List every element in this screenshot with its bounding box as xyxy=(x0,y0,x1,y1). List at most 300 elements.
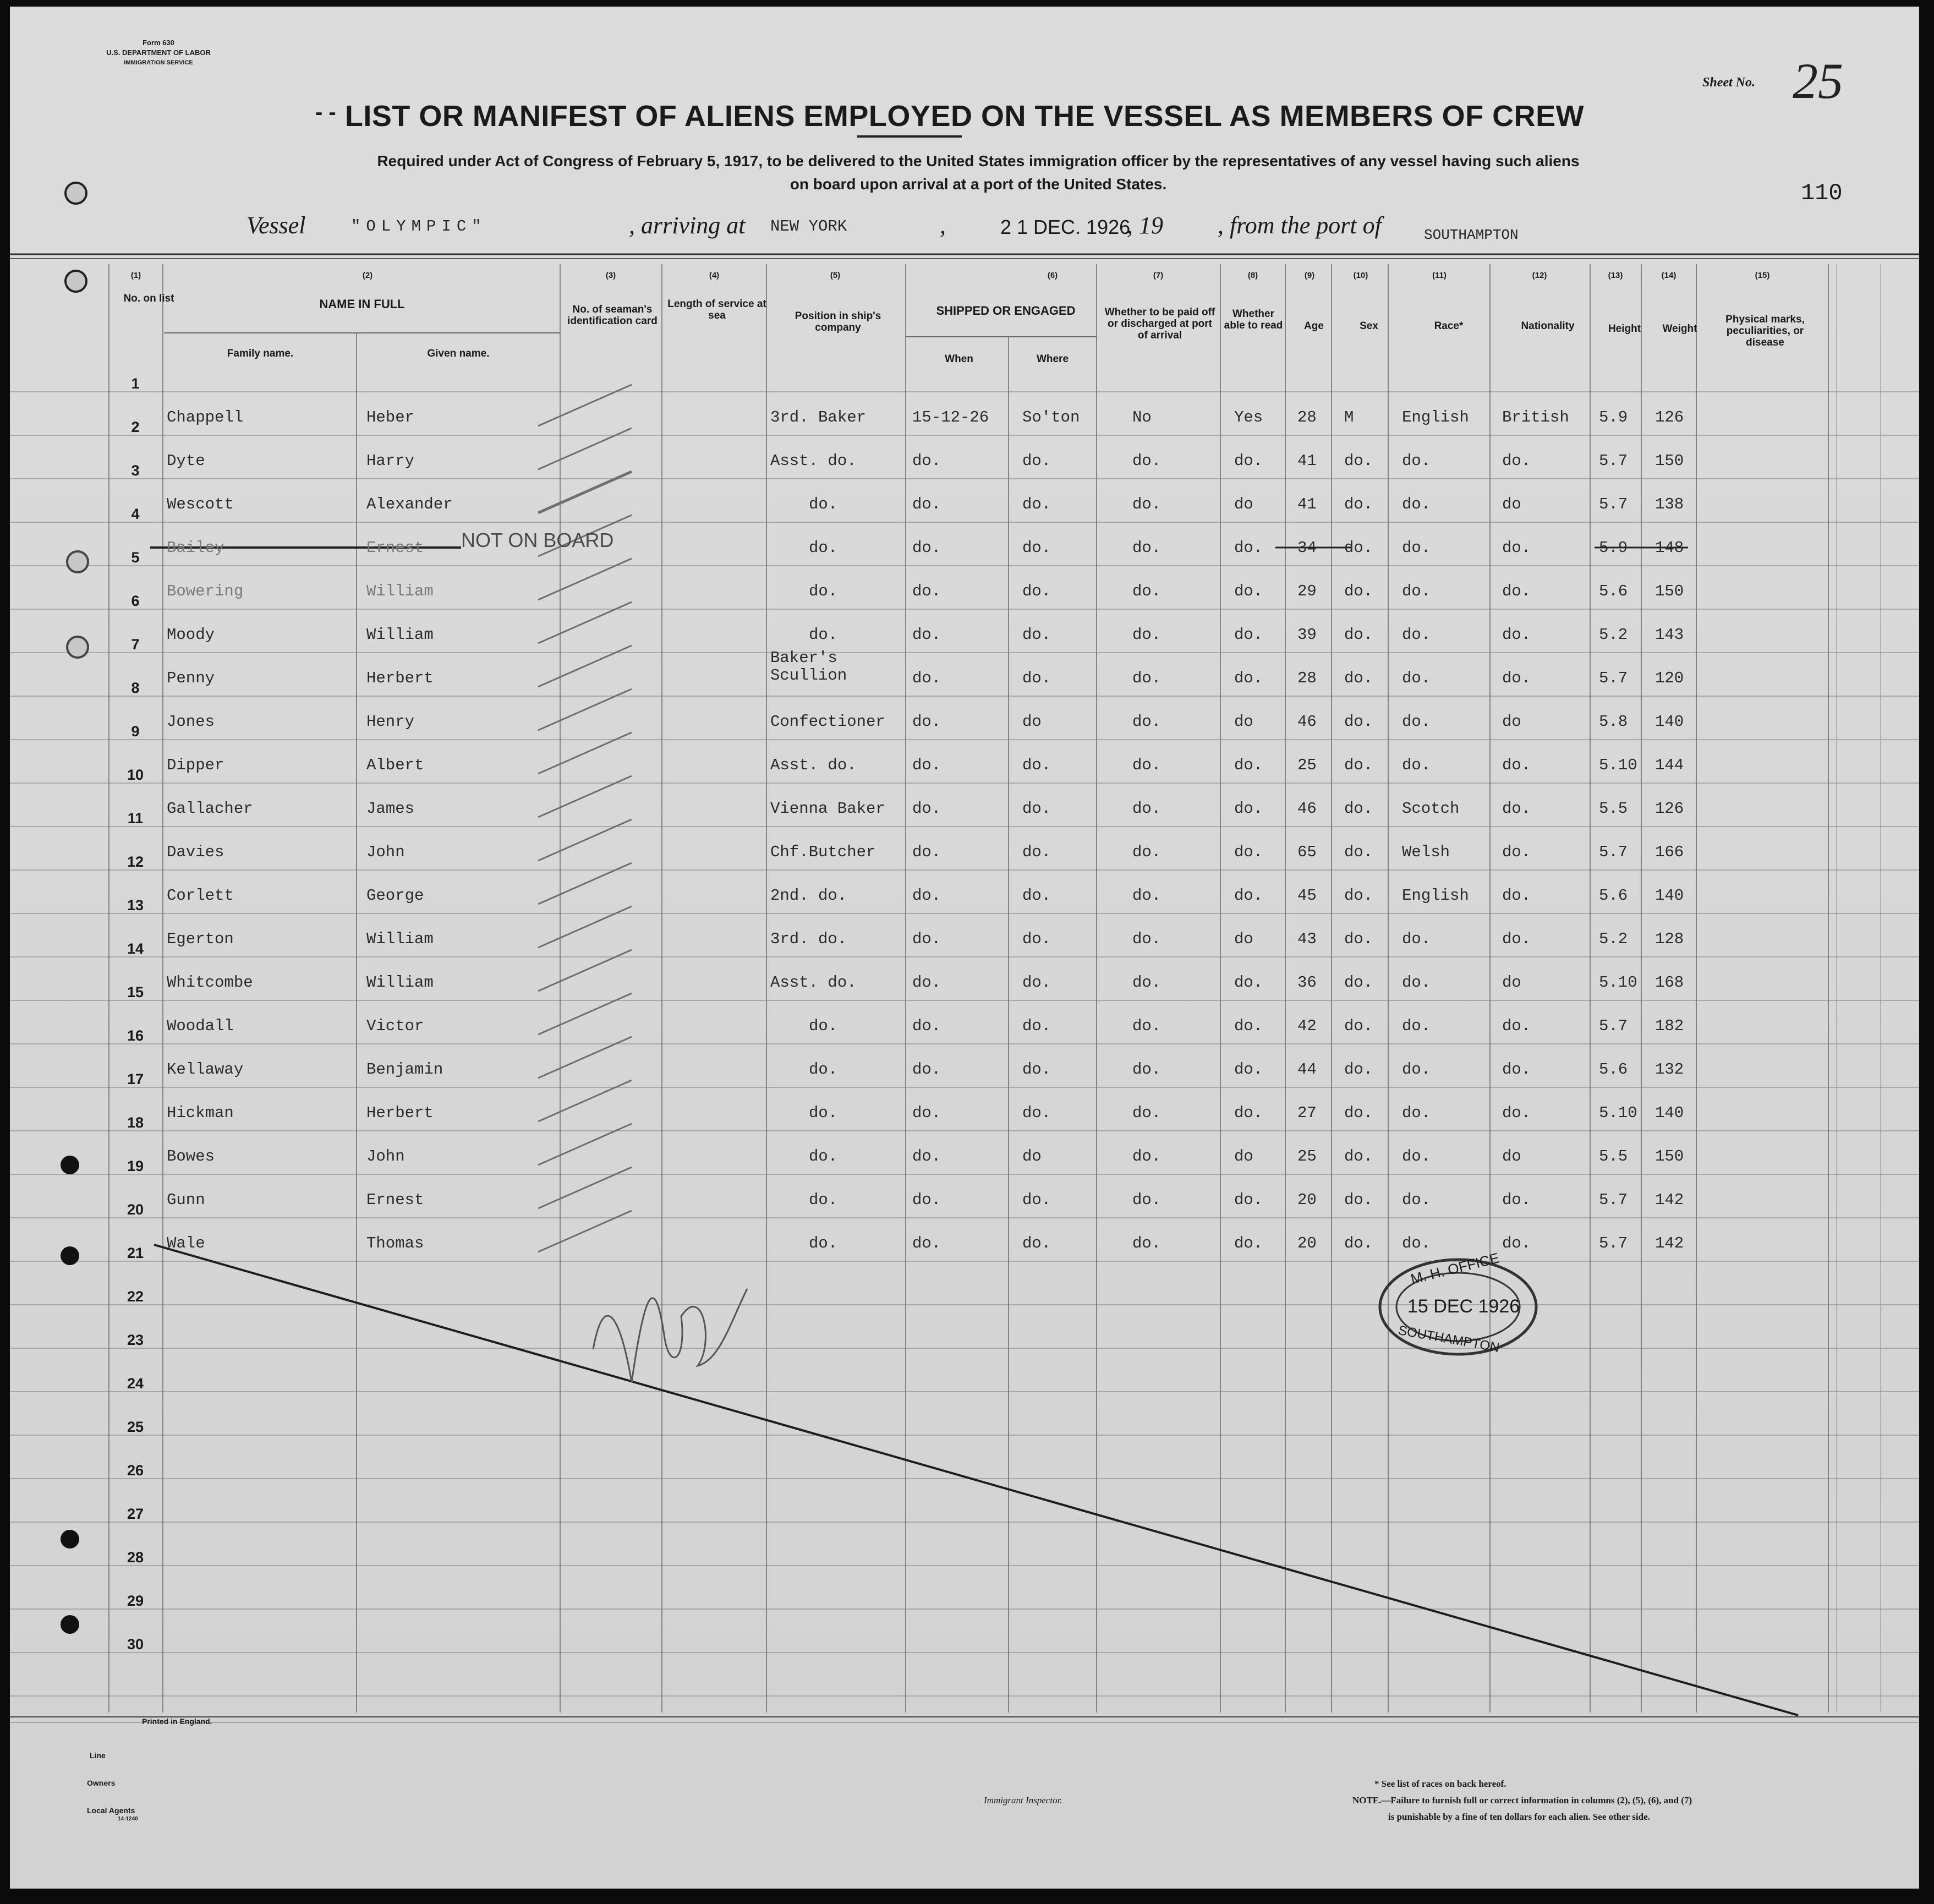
year-label: , 19 xyxy=(1127,212,1163,239)
nationality-cell: British xyxy=(1502,408,1569,426)
sex-cell: do. xyxy=(1344,930,1373,948)
row-number: 6 xyxy=(131,593,140,609)
race-cell: do. xyxy=(1402,1147,1431,1166)
column-number: (5) xyxy=(830,271,841,280)
row-number: 28 xyxy=(127,1549,144,1566)
position-cell: Chf.Butcher xyxy=(770,843,876,861)
race-cell: do. xyxy=(1402,539,1431,557)
pencil-tick xyxy=(538,559,632,600)
shipped-where-cell: do. xyxy=(1022,582,1051,600)
paid-off-cell: do. xyxy=(1132,713,1162,731)
given-name-cell: John xyxy=(366,1147,405,1166)
arrival-port: NEW YORK xyxy=(770,217,847,236)
weight-cell: 126 xyxy=(1655,408,1684,426)
nationality-cell: do xyxy=(1502,1147,1521,1166)
column-number: (8) xyxy=(1247,271,1258,280)
header-nationality: Nationality xyxy=(1521,320,1575,332)
shipped-where-cell: do. xyxy=(1022,669,1051,687)
weight-cell: 182 xyxy=(1655,1017,1684,1035)
shipped-when-cell: do. xyxy=(912,495,941,513)
weight-cell: 128 xyxy=(1655,930,1684,948)
shipped-when-cell: do. xyxy=(912,756,941,774)
inspector-label: Immigrant Inspector. xyxy=(984,1795,1062,1805)
row-number: 26 xyxy=(127,1462,144,1479)
pencil-tick xyxy=(538,428,632,469)
position-cell: do. xyxy=(809,1104,838,1122)
column-number: (6) xyxy=(1047,271,1058,280)
nationality-cell: do xyxy=(1502,713,1521,731)
height-cell: 5.10 xyxy=(1599,756,1637,774)
shipped-where-cell: do. xyxy=(1022,626,1051,644)
race-cell: English xyxy=(1402,887,1469,905)
weight-cell: 140 xyxy=(1655,1104,1684,1122)
pencil-tick xyxy=(538,906,632,948)
sex-cell: do. xyxy=(1344,843,1373,861)
sheet-number: 25 xyxy=(1793,53,1843,109)
position-cell: do. xyxy=(809,1191,838,1209)
paid-off-cell: do. xyxy=(1132,452,1162,470)
age-cell: 29 xyxy=(1297,582,1317,600)
binder-hole xyxy=(66,636,89,659)
header-family-name: Family name. xyxy=(227,348,294,359)
row-number: 17 xyxy=(127,1071,144,1087)
race-cell: do. xyxy=(1402,973,1431,992)
age-cell: 46 xyxy=(1297,713,1317,731)
able-to-read-cell: do. xyxy=(1234,1104,1263,1122)
given-name-cell: Alexander xyxy=(366,495,453,513)
row-number: 3 xyxy=(131,462,140,479)
paid-off-cell: do. xyxy=(1132,756,1162,774)
shipped-where-cell: do. xyxy=(1022,843,1051,861)
from-label: , from the port of xyxy=(1218,212,1382,239)
form-number: Form 630 xyxy=(143,39,174,47)
weight-cell: 143 xyxy=(1655,626,1684,644)
weight-cell: 150 xyxy=(1655,1147,1684,1166)
pencil-tick xyxy=(538,1124,632,1165)
row-number: 13 xyxy=(127,897,144,913)
position-cell: Vienna Baker xyxy=(770,800,885,818)
weight-cell: 138 xyxy=(1655,495,1684,513)
shipped-when-cell: do. xyxy=(912,452,941,470)
sex-cell: do. xyxy=(1344,1017,1373,1035)
row-number: 18 xyxy=(127,1114,144,1131)
age-cell: 43 xyxy=(1297,930,1317,948)
header-sex: Sex xyxy=(1360,320,1378,332)
weight-cell: 150 xyxy=(1655,582,1684,600)
position-cell: Asst. do. xyxy=(770,756,857,774)
row-number: 8 xyxy=(131,680,140,696)
age-cell: 44 xyxy=(1297,1060,1317,1079)
pencil-tick xyxy=(538,602,632,643)
nationality-cell: do. xyxy=(1502,669,1531,687)
nationality-cell: do xyxy=(1502,495,1521,513)
pencil-tick xyxy=(538,385,632,426)
pencil-tick xyxy=(538,472,632,513)
shipped-where-cell: do. xyxy=(1022,539,1051,557)
able-to-read-cell: do. xyxy=(1234,1234,1263,1252)
given-name-cell: John xyxy=(366,843,405,861)
shipped-where-cell: So'ton xyxy=(1022,408,1080,426)
able-to-read-cell: do. xyxy=(1234,973,1263,992)
pencil-tick xyxy=(538,1080,632,1121)
header-given-name: Given name. xyxy=(427,348,490,359)
given-name-cell: George xyxy=(366,887,424,905)
footnote-penalty-2: is punishable by a fine of ten dollars for each alien. See other side. xyxy=(1388,1812,1650,1822)
age-cell: 36 xyxy=(1297,973,1317,992)
paid-off-cell: do. xyxy=(1132,973,1162,992)
header-height: Height xyxy=(1608,323,1641,335)
position-cell: do. xyxy=(809,1060,838,1079)
column-number: (3) xyxy=(605,271,616,280)
footer-agents-label: Local Agents xyxy=(87,1806,135,1815)
height-cell: 5.7 xyxy=(1599,452,1628,470)
height-cell: 5.6 xyxy=(1599,887,1628,905)
paid-off-cell: do. xyxy=(1132,930,1162,948)
row-number: 27 xyxy=(127,1506,144,1522)
age-cell: 20 xyxy=(1297,1234,1317,1252)
pencil-tick xyxy=(538,645,632,687)
given-name-cell: Heber xyxy=(366,408,415,426)
shipped-when-cell: do. xyxy=(912,843,941,861)
nationality-cell: do. xyxy=(1502,1104,1531,1122)
shipped-where-cell: do. xyxy=(1022,887,1051,905)
paid-off-cell: do. xyxy=(1132,539,1162,557)
nationality-cell: do. xyxy=(1502,930,1531,948)
age-cell: 27 xyxy=(1297,1104,1317,1122)
vessel-name: "OLYMPIC" xyxy=(351,217,487,236)
shipped-where-cell: do. xyxy=(1022,495,1051,513)
position-cell: Asst. do. xyxy=(770,973,857,992)
given-name-cell: Benjamin xyxy=(366,1060,443,1079)
row-number: 1 xyxy=(131,375,140,392)
age-cell: 25 xyxy=(1297,756,1317,774)
paid-off-cell: No xyxy=(1132,408,1152,426)
row-number: 15 xyxy=(127,984,144,1000)
family-name-cell: Chappell xyxy=(167,408,244,426)
family-name-cell: Hickman xyxy=(167,1104,234,1122)
position-cell: do. xyxy=(809,495,838,513)
paid-off-cell: do. xyxy=(1132,1060,1162,1079)
nationality-cell: do. xyxy=(1502,539,1531,557)
nationality-cell: do. xyxy=(1502,800,1531,818)
position-cell: do. xyxy=(809,582,838,600)
shipped-when-cell: do. xyxy=(912,1191,941,1209)
given-name-cell: Albert xyxy=(366,756,424,774)
age-cell: 28 xyxy=(1297,408,1317,426)
family-name-cell: Gunn xyxy=(167,1191,205,1209)
family-name-cell: Dipper xyxy=(167,756,224,774)
row-number: 25 xyxy=(127,1419,144,1435)
row-number: 11 xyxy=(127,810,144,827)
age-cell: 28 xyxy=(1297,669,1317,687)
row-number: 30 xyxy=(127,1636,144,1653)
row-number: 24 xyxy=(127,1375,144,1392)
age-cell: 41 xyxy=(1297,495,1317,513)
shipped-where-cell: do. xyxy=(1022,1234,1051,1252)
weight-cell: 168 xyxy=(1655,973,1684,992)
height-cell: 5.2 xyxy=(1599,930,1628,948)
header-position: Position in ship's company xyxy=(795,310,881,333)
weight-cell: 150 xyxy=(1655,452,1684,470)
cancellation-line xyxy=(154,1245,1798,1715)
weight-cell: 142 xyxy=(1655,1234,1684,1252)
weight-cell: 132 xyxy=(1655,1060,1684,1079)
height-cell: 5.6 xyxy=(1599,582,1628,600)
pencil-tick xyxy=(538,950,632,991)
header-paid-off: Whether to be paid off or discharged at port of arrival xyxy=(1104,307,1215,341)
binder-hole xyxy=(64,182,87,205)
race-cell: English xyxy=(1402,408,1469,426)
family-name-cell: Moody xyxy=(167,626,215,644)
given-name-cell: Ernest xyxy=(366,1191,424,1209)
shipped-when-cell: do. xyxy=(912,1017,941,1035)
service-label: IMMIGRATION SERVICE xyxy=(124,59,193,66)
shipped-when-cell: do. xyxy=(912,887,941,905)
shipped-where-cell: do xyxy=(1022,1147,1042,1166)
position-cell: do. xyxy=(809,626,838,644)
row-number: 10 xyxy=(127,767,144,783)
paid-off-cell: do. xyxy=(1132,1191,1162,1209)
paid-off-cell: do. xyxy=(1132,1147,1162,1166)
nationality-cell: do. xyxy=(1502,756,1531,774)
comma-label: , xyxy=(940,212,946,239)
family-name-cell: Kellaway xyxy=(167,1060,244,1079)
shipped-when-cell: do. xyxy=(912,1147,941,1166)
binder-hole xyxy=(61,1156,79,1174)
family-name-cell: Corlett xyxy=(167,887,234,905)
shipped-when-cell: do. xyxy=(912,1104,941,1122)
race-cell: Welsh xyxy=(1402,843,1450,861)
nationality-cell: do xyxy=(1502,973,1521,992)
paid-off-cell: do. xyxy=(1132,669,1162,687)
able-to-read-cell: do xyxy=(1234,713,1253,731)
row-number: 29 xyxy=(127,1593,144,1609)
pencil-tick xyxy=(538,776,632,817)
height-cell: 5.7 xyxy=(1599,1017,1628,1035)
age-cell: 20 xyxy=(1297,1191,1317,1209)
family-name-cell: Woodall xyxy=(167,1017,234,1035)
given-name-cell: Victor xyxy=(366,1017,424,1035)
row-number: 5 xyxy=(131,549,140,566)
able-to-read-cell: do. xyxy=(1234,843,1263,861)
weight-cell: 142 xyxy=(1655,1191,1684,1209)
shipped-when-cell: do. xyxy=(912,582,941,600)
shipped-when-cell: do. xyxy=(912,1234,941,1252)
race-cell: do. xyxy=(1402,713,1431,731)
given-name-cell: Herbert xyxy=(366,1104,434,1122)
race-cell: do. xyxy=(1402,1234,1431,1252)
race-cell: do. xyxy=(1402,1104,1431,1122)
shipped-where-cell: do. xyxy=(1022,973,1051,992)
age-cell: 34 xyxy=(1297,539,1317,557)
sex-cell: do. xyxy=(1344,800,1373,818)
able-to-read-cell: do. xyxy=(1234,1017,1263,1035)
able-to-read-cell: do xyxy=(1234,930,1253,948)
pencil-tick xyxy=(538,732,632,774)
given-name-cell: Ernest xyxy=(366,539,424,557)
stamp-bottom-text: SOUTHAMPTON xyxy=(1397,1323,1501,1355)
sex-cell: do. xyxy=(1344,582,1373,600)
column-number: (10) xyxy=(1353,271,1368,280)
given-name-cell: Herbert xyxy=(366,669,434,687)
age-cell: 65 xyxy=(1297,843,1317,861)
family-name-cell: Egerton xyxy=(167,930,234,948)
column-number: (9) xyxy=(1304,271,1315,280)
sex-cell: do. xyxy=(1344,1191,1373,1209)
race-cell: do. xyxy=(1402,1191,1431,1209)
row-number: 12 xyxy=(127,853,144,870)
paid-off-cell: do. xyxy=(1132,495,1162,513)
sex-cell: do. xyxy=(1344,626,1373,644)
weight-cell: 140 xyxy=(1655,887,1684,905)
column-number: (14) xyxy=(1661,271,1677,280)
nationality-cell: do. xyxy=(1502,1017,1531,1035)
weight-cell: 140 xyxy=(1655,713,1684,731)
shipped-when-cell: do. xyxy=(912,713,941,731)
paid-off-cell: do. xyxy=(1132,582,1162,600)
race-cell: do. xyxy=(1402,669,1431,687)
height-cell: 5.7 xyxy=(1599,495,1628,513)
row-number: 22 xyxy=(127,1288,144,1305)
sex-cell: do. xyxy=(1344,539,1373,557)
table-grid xyxy=(10,7,1919,1889)
header-race: Race* xyxy=(1434,320,1464,332)
shipped-where-cell: do. xyxy=(1022,800,1051,818)
given-name-cell: Harry xyxy=(366,452,415,470)
shipped-when-cell: do. xyxy=(912,539,941,557)
sex-cell: do. xyxy=(1344,1104,1373,1122)
able-to-read-cell: do xyxy=(1234,1147,1253,1166)
given-name-cell: William xyxy=(366,626,434,644)
row-number: 2 xyxy=(131,419,140,435)
pencil-tick xyxy=(538,1211,632,1252)
column-number: (15) xyxy=(1755,271,1770,280)
pencil-tick xyxy=(538,1037,632,1078)
shipped-where-cell: do. xyxy=(1022,756,1051,774)
subtitle-line-1: Required under Act of Congress of February 5, 1917, to be delivered to the United States immigration officer by the representatives of any vessel having such aliens xyxy=(377,152,1580,169)
header-where: Where xyxy=(1036,353,1069,365)
binder-hole xyxy=(61,1615,79,1634)
printed-in-england: Printed in England. xyxy=(142,1717,212,1726)
sex-cell: do. xyxy=(1344,1060,1373,1079)
weight-cell: 144 xyxy=(1655,756,1684,774)
given-name-cell: William xyxy=(366,973,434,992)
column-number: (13) xyxy=(1608,271,1623,280)
pencil-tick xyxy=(538,993,632,1035)
race-cell: do. xyxy=(1402,756,1431,774)
row-number: 14 xyxy=(127,940,144,957)
row-number: 20 xyxy=(127,1201,144,1218)
position-cell: Confectioner xyxy=(770,713,885,731)
paid-off-cell: do. xyxy=(1132,800,1162,818)
shipped-where-cell: do. xyxy=(1022,1104,1051,1122)
race-cell: do. xyxy=(1402,495,1431,513)
binder-hole xyxy=(66,550,89,573)
nationality-cell: do. xyxy=(1502,626,1531,644)
sex-cell: M xyxy=(1344,408,1354,426)
arrival-date: 2 1 DEC. 1926 xyxy=(1000,216,1131,238)
paid-off-cell: do. xyxy=(1132,1017,1162,1035)
position-cell: Baker's Scullion xyxy=(770,649,847,685)
row-number: 23 xyxy=(127,1332,144,1348)
title-dash: - - xyxy=(315,100,336,124)
shipped-where-cell: do. xyxy=(1022,930,1051,948)
pencil-tick xyxy=(538,819,632,861)
sex-cell: do. xyxy=(1344,756,1373,774)
shipped-when-cell: do. xyxy=(912,800,941,818)
family-name-cell: Gallacher xyxy=(167,800,253,818)
height-cell: 5.5 xyxy=(1599,1147,1628,1166)
given-name-cell: William xyxy=(366,930,434,948)
given-name-cell: James xyxy=(366,800,415,818)
subtitle-line-2: on board upon arrival at a port of the United States. xyxy=(790,176,1167,193)
able-to-read-cell: do. xyxy=(1234,1060,1263,1079)
position-cell: do. xyxy=(809,539,838,557)
able-to-read-cell: do. xyxy=(1234,626,1263,644)
header-weight: Weight xyxy=(1662,323,1697,335)
height-cell: 5.10 xyxy=(1599,1104,1637,1122)
page-title: LIST OR MANIFEST OF ALIENS EMPLOYED ON THE VESSEL AS MEMBERS OF CREW xyxy=(344,100,1585,133)
vessel-label: Vessel xyxy=(246,212,306,239)
header-age: Age xyxy=(1304,320,1324,332)
arriving-label: , arriving at xyxy=(629,212,746,239)
row-number: 19 xyxy=(127,1158,144,1174)
binder-hole xyxy=(61,1530,79,1549)
paid-off-cell: do. xyxy=(1132,626,1162,644)
column-number: (1) xyxy=(130,271,141,280)
height-cell: 5.9 xyxy=(1599,408,1628,426)
shipped-when-cell: do. xyxy=(912,1060,941,1079)
able-to-read-cell: do. xyxy=(1234,887,1263,905)
given-name-cell: William xyxy=(366,582,434,600)
paid-off-cell: do. xyxy=(1132,1104,1162,1122)
height-cell: 5.2 xyxy=(1599,626,1628,644)
able-to-read-cell: do. xyxy=(1234,669,1263,687)
sex-cell: do. xyxy=(1344,887,1373,905)
family-name-cell: Wescott xyxy=(167,495,234,513)
age-cell: 42 xyxy=(1297,1017,1317,1035)
able-to-read-cell: do xyxy=(1234,495,1253,513)
able-to-read-cell: do. xyxy=(1234,756,1263,774)
height-cell: 5.6 xyxy=(1599,1060,1628,1079)
nationality-cell: do. xyxy=(1502,887,1531,905)
position-cell: 2nd. do. xyxy=(770,887,847,905)
able-to-read-cell: do. xyxy=(1234,800,1263,818)
height-cell: 5.8 xyxy=(1599,713,1628,731)
header-physical-marks: Physical marks, peculiarities, or disease xyxy=(1725,314,1805,348)
nationality-cell: do. xyxy=(1502,843,1531,861)
weight-cell: 126 xyxy=(1655,800,1684,818)
age-cell: 39 xyxy=(1297,626,1317,644)
shipped-where-cell: do. xyxy=(1022,1017,1051,1035)
pencil-tick xyxy=(538,863,632,904)
weight-cell: 166 xyxy=(1655,843,1684,861)
height-cell: 5.5 xyxy=(1599,800,1628,818)
binder-hole xyxy=(64,270,87,293)
footnote-races: * See list of races on back hereof. xyxy=(1374,1779,1506,1789)
header-length-of-service: Length of service at sea xyxy=(667,298,766,321)
family-name-cell: Davies xyxy=(167,843,224,861)
position-cell: 3rd. Baker xyxy=(770,408,867,426)
stamp-date: 15 DEC 1926 xyxy=(1407,1296,1520,1317)
shipped-when-cell: do. xyxy=(912,669,941,687)
family-name-cell: Wale xyxy=(167,1234,205,1252)
able-to-read-cell: do. xyxy=(1234,539,1263,557)
row-number: 7 xyxy=(131,636,140,653)
column-number: (7) xyxy=(1153,271,1164,280)
column-number: (12) xyxy=(1532,271,1547,280)
family-name-cell: Bowering xyxy=(167,582,244,600)
